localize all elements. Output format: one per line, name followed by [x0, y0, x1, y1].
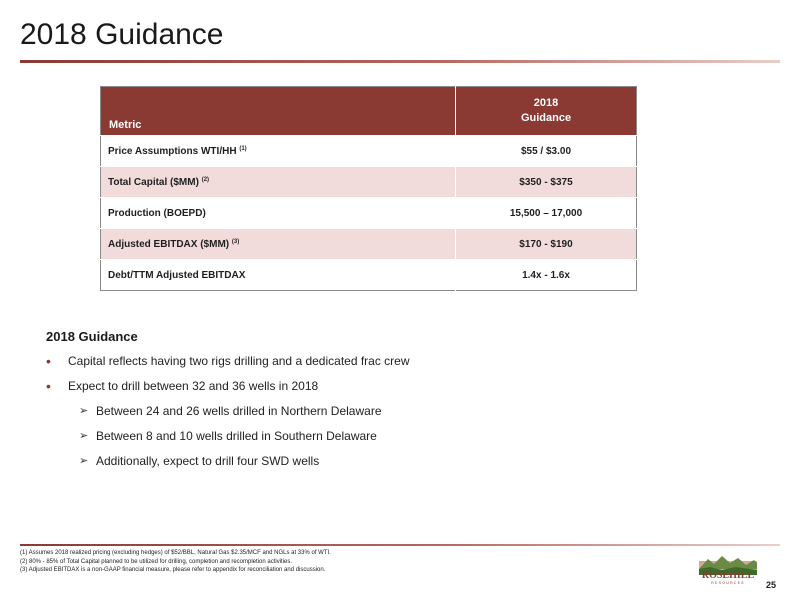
- metric-label: Production (BOEPD): [108, 207, 206, 219]
- rosehill-logo: [696, 553, 760, 585]
- footnote: (1) Assumes 2018 realized pricing (excluding hedges) of $52/BBL, Natural Gas $2.35/MCF and NGLs at 33% of WTI.: [20, 550, 331, 556]
- footnote: (2) 80% - 85% of Total Capital planned to be utilized for drilling, completion and recompletion activities.: [20, 558, 293, 565]
- footnotes: [20, 549, 331, 575]
- metric-column-header: Metric: [101, 87, 456, 136]
- value-cell: 15,500 – 17,000: [456, 198, 637, 229]
- guidance-header-label: Guidance: [520, 112, 572, 124]
- bullet-dot-icon: •: [46, 378, 51, 394]
- title-divider: [20, 60, 780, 63]
- value-cell: $55 / $3.00: [456, 136, 637, 167]
- sub-bullet-item: [46, 427, 410, 452]
- sub-bullet-text: Between 24 and 26 wells drilled in Northern Delaware: [96, 404, 382, 418]
- bullet-item: [46, 352, 410, 377]
- metric-label: Price Assumptions WTI/HH: [108, 145, 237, 157]
- table-row: [101, 198, 637, 229]
- table-row: [101, 260, 637, 291]
- metric-cell: [101, 198, 456, 229]
- page-title: 2018 Guidance: [20, 18, 224, 51]
- bullet-dot-icon: •: [46, 353, 51, 369]
- metric-cell: [101, 167, 456, 198]
- logo-tagline: RESOURCES: [711, 581, 745, 585]
- metric-cell: [101, 136, 456, 167]
- footnote-marker: (3): [231, 238, 240, 245]
- footer-divider: [20, 544, 780, 546]
- footnote-marker: (2): [201, 176, 210, 183]
- sub-bullet-item: [46, 452, 410, 477]
- metric-cell: [101, 260, 456, 291]
- table-row: [101, 136, 637, 167]
- metric-cell: [101, 229, 456, 260]
- bullet-item: [46, 377, 410, 402]
- bullet-text: Capital reflects having two rigs drilling and a dedicated frac crew: [68, 354, 410, 368]
- metric-label: Debt/TTM Adjusted EBITDAX: [108, 269, 246, 281]
- footnote: (3) Adjusted EBITDAX is a non-GAAP financial measure, please refer to appendix for reconciliation and discussion.: [20, 567, 326, 573]
- footnote-marker: (1): [239, 145, 247, 152]
- sub-bullet-item: [46, 402, 410, 427]
- guidance-table: [100, 86, 637, 291]
- logo-wordmark: ROSEHILL: [701, 570, 755, 581]
- metric-label: Adjusted EBITDAX ($MM): [108, 238, 230, 250]
- guidance-header-year: 2018: [533, 97, 559, 109]
- bullet-text: Expect to drill between 32 and 36 wells in 2018: [68, 379, 319, 393]
- arrow-bullet-icon: ➢: [79, 455, 89, 467]
- arrow-bullet-icon: ➢: [79, 405, 89, 417]
- table-row: [101, 229, 637, 260]
- value-cell: 1.4x - 1.6x: [456, 260, 637, 291]
- sub-bullet-text: Between 8 and 10 wells drilled in Southern Delaware: [96, 429, 377, 443]
- summary-bullet-list: [46, 352, 410, 477]
- value-cell: $350 - $375: [456, 167, 637, 198]
- value-cell: $170 - $190: [456, 229, 637, 260]
- summary-heading: 2018 Guidance: [46, 329, 138, 344]
- sub-bullet-text: Additionally, expect to drill four SWD wells: [96, 454, 320, 468]
- table-header-row: [101, 87, 637, 136]
- table-row: [101, 167, 637, 198]
- guidance-column-header: [456, 87, 637, 136]
- metric-label: Total Capital ($MM): [108, 176, 199, 188]
- page-number: 25: [766, 580, 777, 590]
- arrow-bullet-icon: ➢: [79, 430, 89, 442]
